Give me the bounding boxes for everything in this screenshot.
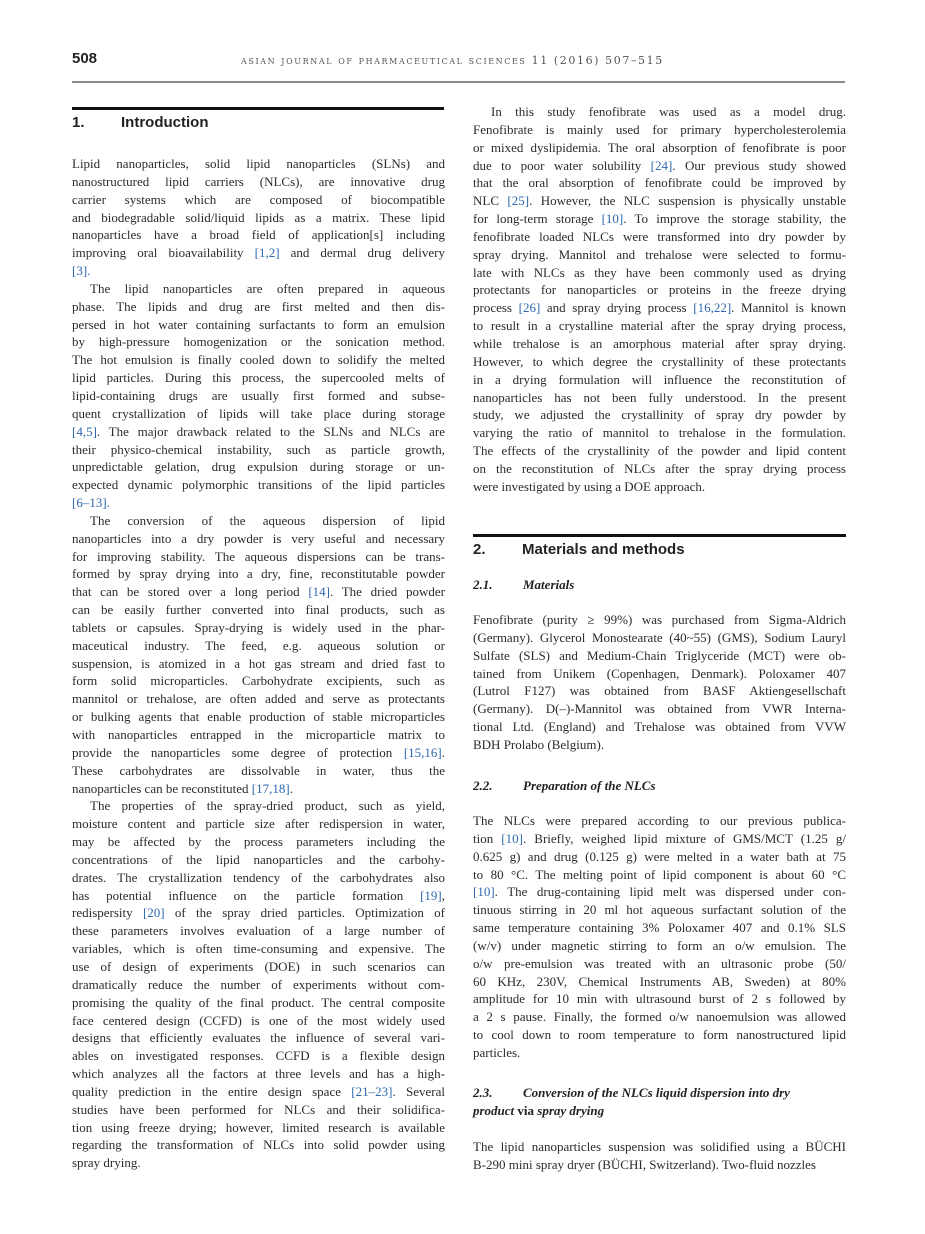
subsection-title-line2: product [473,1102,515,1118]
text-line: The lipid nanoparticles suspension was solidified using a BÜCHI [473,1139,846,1154]
text-line: lipid-containing drugs are usually first formed and subse- [72,387,445,403]
text-line: their physico-chemical instability, such as particle growth, [72,441,445,457]
text-line: studies have been performed for NLCs and their solidifica- [72,1101,445,1117]
text-line: for long-term storage [10]. To improve the storage stability, the [473,211,846,227]
section-rule [473,534,846,537]
text-line: protectants for nanoparticles or proteins in the freeze drying [473,282,846,298]
subsection-title-line1: Conversion of the NLCs liquid dispersion into dry [523,1085,790,1100]
introduction-body [72,155,445,1172]
text-line: nanoparticles has not been fully understood. In the present [473,389,846,405]
text-line: NLC [25]. However, the NLC suspension is physically unstable [473,193,846,209]
text-line: or bulking agents that enable production of stable microparticles [72,709,445,725]
citation-link[interactable]: [24] [650,157,673,173]
subsection-title-via: via [517,1102,535,1118]
text-line: [4,5]. The major drawback related to the SLNs and NLCs are [72,423,445,439]
preparation-body [473,812,846,1062]
text-line: However, to which degree the crystallinity of these protectants [473,353,846,369]
text-line: The effects of the crystallinity of the powder and lipid content [473,443,846,459]
materials-body [473,611,846,754]
paragraph [72,797,445,1172]
section-title: Materials and methods [522,541,685,558]
paragraph [473,611,846,754]
introduction-body-continued [473,103,846,496]
paragraph [473,1138,846,1174]
subsection-title: Preparation of the NLCs [523,778,656,793]
subsection-number: 2.3. [473,1085,493,1100]
section-title: Introduction [121,114,209,131]
text-line: spray drying. [72,1155,141,1171]
paragraph [72,512,445,798]
citation-link[interactable]: [21–23] [351,1083,393,1099]
text-line: BDH Prolabo (Belgium). [473,736,605,752]
text-line: Lipid nanoparticles, solid lipid nanoparticles (SLNs) and [72,156,445,171]
text-line: concentrations of the lipid nanoparticles and the carbohy- [72,851,445,867]
text-line: were investigated by using a DOE approach. [473,478,706,494]
text-line: promising the quality of the final product. The central composite [72,994,445,1010]
text-line: by high-pressure homogenization or the sonication method. [72,334,445,350]
text-line: designs that efficiently evaluates the influence of several vari- [72,1030,445,1046]
citation-link[interactable]: [4,5] [72,423,97,439]
citation-link[interactable]: [10] [501,830,523,846]
text-line: has potential influence on the particle formation [19], [72,887,445,903]
text-line: nanostructured lipid carriers (NLCs), are innovative drug [72,173,445,189]
text-line: nanoparticles into a dry powder is very useful and necessary [72,530,445,546]
text-line: same temperature containing 3% Poloxamer 407 and 0.1% SLS [473,920,846,936]
text-line: nanoparticles have a broad field of application[s] including [72,227,445,243]
text-line: expected dynamic polymorphic transitions of the lipid particles [72,477,445,493]
text-line: ables on investigated responses. CCFD is a flexible design [72,1048,445,1064]
text-line: quality prediction in the entire design space [21–23]. Several [72,1083,445,1099]
citation-link[interactable]: [1,2] [254,245,280,261]
text-line: [3]. [72,263,91,279]
text-line: suspension, is atomized in a hot gas stream and dried fast to [72,655,445,671]
text-line: tion [10]. Briefly, weighed lipid mixture of GMS/MCT (1.25 g/ [473,830,846,846]
text-line: The lipid nanoparticles are often prepared in aqueous [90,280,445,296]
text-line: regarding the transformation of NLCs into solid powder using [72,1137,445,1153]
citation-link[interactable]: [10] [473,884,495,900]
text-line: can be easily further converted into final products, such as [72,602,445,618]
subsection-heading-materials [473,576,574,594]
text-line: amplitude for 10 min with ultrasound burst of 2 s followed by [473,991,846,1007]
text-line: may be affected by the process parameters including the [72,834,445,850]
text-line: variables, which is often time-consuming and expensive. The [72,941,445,957]
section-number: 1. [72,114,85,131]
text-line: provide the nanoparticles some degree of protection [15,16]. [72,744,445,760]
text-line: to result in a crystalline material after the spray drying process, [473,318,846,334]
text-line: phase. The lipids and drug are first melted and then dis- [72,298,445,314]
citation-link[interactable]: [25] [507,193,530,209]
text-line: quent crystallization of lipids will take place during storage [72,405,445,421]
text-line: that can be stored over a long period [14]. The dried powder [72,584,445,600]
paragraph [473,103,846,496]
text-line: that the oral absorption of fenofibrate could be improved by [473,175,846,191]
subsection-heading-preparation [473,777,656,795]
subsection-number: 2.2. [473,778,493,793]
text-line: or mixed dyslipidemia. The oral absorption of fenofibrate is poor [473,139,846,155]
text-line: dramatically reduce the number of experiments without com- [72,976,445,992]
text-line: 60 KHz, 230V, Chemical Instruments AB, Sweden) at 80% [473,973,846,989]
text-line: The NLCs were prepared according to our previous publica- [473,813,846,828]
subsection-title: Materials [523,577,575,592]
text-line: these parameters involves evaluation of a large number of [72,923,445,939]
text-line: which analyzes all the factors at three levels and has a high- [72,1066,445,1082]
text-line: face centered design (CCFD) is one of the most widely used [72,1012,445,1028]
text-line: The properties of the spray-dried product, such as yield, [90,798,445,814]
citation-link[interactable]: [17,18] [251,780,290,796]
text-line: persed in hot water containing surfactants to form an emulsion [72,316,445,332]
text-line: nanoparticles can be reconstituted [17,18]. [72,780,293,796]
text-line: moisture content and particle size after redispersion in water, [72,816,445,832]
section-heading-materials-methods [473,541,685,558]
citation-link[interactable]: [15,16] [403,744,442,760]
text-line: drates. The crystallization tendency of the carbohydrates also [72,869,445,885]
section-rule [72,107,444,110]
citation-link[interactable]: [26] [518,300,541,316]
text-line: study, we adjusted the crystallinity of spray dry powder by [473,407,846,423]
paragraph [473,812,846,1062]
text-line: [10]. The drug-containing lipid melt was dispersed under con- [473,884,846,900]
citation-link[interactable]: [10] [601,211,624,227]
text-line: with nanoparticles entrapped in the microparticle matrix to [72,727,445,742]
text-line: o/w pre-emulsion was treated with an ultrasonic probe (50/ [473,955,846,971]
text-line: improving oral bioavailability [1,2] and dermal drug delivery [72,245,445,261]
text-line: mannitol or trehalose, are often added and serve as protectants [72,691,445,707]
text-line: and biodegradable solid/liquid lipids as a matrix. These lipid [72,209,445,225]
text-line: formed by spray drying into a dry, fine, reconstitutable powder [72,566,445,582]
text-line: in a drying formulation will influence the reconstitution of [473,371,846,387]
text-line: varying the ratio of mannitol to trehalose in the formulation. [473,425,846,441]
citation-link[interactable]: [19] [420,887,442,903]
text-line: a 2 s pause. Finally, the formed o/w nanoemulsion was allowed [473,1009,846,1025]
text-line: carrier systems which are composed of biocompatible [72,191,445,207]
text-line: (Germany). Glycerol Monostearate (40~55) (GMS), Sodium Lauryl [473,629,846,645]
text-line: 0.625 g) and drug (0.125 g) were melted in a water bath at 75 [473,848,846,864]
text-line: Fenofibrate is mainly used for primary hypercholesterolemia [473,121,846,137]
text-line: on the reconstitution of NLCs after the spray drying process [473,460,846,476]
text-line: unpredictable gelation, drug expulsion during storage or un- [72,459,445,475]
text-line: process [26] and spray drying process [16,22]. Mannitol is known [473,300,846,316]
text-line: lipid particles. During this process, the supercooled melts of [72,370,445,386]
journal-running-head: asian journal of pharmaceutical sciences 11 (2016) 507–515 [241,54,664,67]
conversion-body [473,1138,846,1174]
subsection-title-line2-end: spray drying [537,1102,605,1118]
text-line: The hot emulsion is finally cooled down to solidify the melted [72,352,445,368]
text-line: (Lutrol F127) was obtained from BASF Aktiengesellschaft [473,683,846,699]
text-line: to cool down to room temperature to form nanostructured lipid [473,1027,846,1043]
section-number: 2. [473,541,486,558]
text-line: due to poor water solubility [24]. Our previous study showed [473,157,846,173]
text-line: B-290 mini spray dryer (BÜCHI, Switzerland). Two-fluid nozzles [473,1156,816,1172]
text-line: Fenofibrate (purity ≥ 99%) was purchased from Sigma-Aldrich [473,612,846,627]
text-line: In this study fenofibrate was used as a model drug. [491,104,846,119]
subsection-number: 2.1. [473,577,493,592]
citation-link[interactable]: [16,22] [693,300,732,316]
page-number: 508 [72,50,98,67]
subsection-heading-conversion [473,1084,846,1120]
text-line: tion using freeze drying; however, limited research is available [72,1119,445,1135]
header-rule [72,81,845,83]
text-line: Sulfate (SLS) and Medium-Chain Triglyceride (MCT) were ob- [473,647,846,663]
citation-link[interactable]: [20] [142,905,165,921]
text-line: tained from Unikem (Copenhagen, Denmark). Poloxamer 407 [473,665,846,681]
text-line: particles. [473,1044,521,1060]
text-line: maceutical industry. The feed, e.g. aqueous solution or [72,637,445,653]
text-line: for improving stability. The aqueous dispersions can be trans- [72,548,445,564]
text-line: redispersity [20] of the spray dried particles. Optimization of [72,905,445,921]
text-line: tinuous stirring in 20 ml hot aqueous surfactant solution of the [473,902,846,918]
citation-link[interactable]: [14] [308,584,330,600]
paragraph [72,280,445,512]
text-line: tablets or capsules. Spray-drying is widely used in the phar- [72,619,445,635]
text-line: form solid microparticles. Carbohydrate excipients, such as [72,673,445,689]
text-line: use of design of experiments (DOE) in such scenarios can [72,958,445,974]
text-line: (w/v) under magnetic stirring to form an o/w emulsion. The [473,937,846,953]
text-line: while trehalose is an amorphous material after spray drying. [473,335,846,351]
text-line: [6–13]. [72,495,110,511]
text-line: These carbohydrates are dissolvable in water, thus the [72,762,445,778]
text-line: fenofibrate loaded NLCs were transformed into dry powder by [473,228,846,244]
text-line: (Germany). D(–)-Mannitol was obtained from VWR Interna- [473,701,846,717]
paragraph [72,155,445,280]
section-heading-introduction [72,114,208,131]
text-line: spray drying. Mannitol and trehalose were selected to formu- [473,246,846,262]
text-line: tional Ltd. (England) and Trehalose was obtained from VVW [473,719,846,735]
text-line: late with NLCs as they have been commonly used as drying [473,264,846,280]
text-line: The conversion of the aqueous dispersion of lipid [90,512,445,528]
text-line: to 80 °C. The melting point of lipid component is about 60 °C [473,866,846,882]
